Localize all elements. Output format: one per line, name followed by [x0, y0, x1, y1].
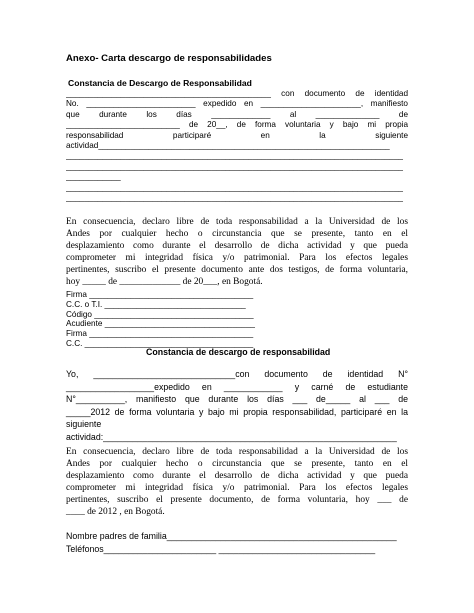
phones-field: Teléfonos_______________________ ________________________________: [66, 543, 376, 554]
section2-heading: Constancia de descargo de responsabilidad: [146, 347, 331, 357]
section2-line: actividad:____________________________________________________________: [66, 431, 397, 442]
paragraph-line: ____ de 2012 , en Bogotá.: [66, 507, 165, 517]
guardian-signature-field: Firma ____________________________________: [66, 329, 254, 339]
section1-heading: Constancia de Descargo de Responsabilidad: [68, 78, 252, 88]
section1-line: __________________________________________________________________________: [66, 192, 403, 202]
section2-line: __________________expedido en ____________ y carné de estudiante: [66, 381, 408, 392]
paragraph-line: En consecuencia, declaro libre de toda responsabilidad a la Universidad de los: [66, 217, 408, 227]
section2-fields: [66, 530, 397, 555]
paragraph-line: comprometer mi integridad física y/o patrimonial. Para los efectos legales: [66, 483, 408, 493]
section2-paragraph: [66, 446, 408, 518]
section1-line: ____________: [66, 172, 121, 182]
signature-field: Firma ____________________________________: [66, 290, 254, 299]
paragraph-line: pertinentes, suscribo el presente documento ante dos testigos, de forma voluntaria,: [66, 265, 408, 275]
section1-line: __________________________________________________________________________: [66, 151, 403, 161]
paragraph-line: Andes por cualquier hecho o circunstancia que se presente, tanto en el: [66, 229, 408, 239]
section1-line: responsabilidad participaré en la siguiente: [66, 130, 408, 140]
section1-line: No. ________________________ expedido en ______________________, manifiesto: [66, 99, 408, 109]
section2-line: siguiente: [66, 419, 102, 430]
section2-form-lines: [66, 368, 408, 444]
section1-line: _____________________________________________ con documento de identidad: [66, 89, 408, 98]
section1-form-lines: [66, 89, 408, 203]
document-title: Anexo- Carta descargo de responsabilidades: [66, 53, 272, 64]
paragraph-line: desplazamiento como durante el desarrollo de dicha actividad y que pueda: [66, 241, 408, 251]
section2-line: Yo, _____________________________con documento de identidad N°: [66, 369, 408, 379]
section1-paragraph: [66, 216, 408, 288]
section1-line: __________________________________________________________________________: [66, 182, 403, 192]
section2-line: N°__________, manifiesto que durante los días ___ de_____ al ___ de: [66, 394, 408, 405]
guardian-field: Acudiente _________________________________: [66, 319, 255, 329]
paragraph-line: pertinentes, suscribo el presente documento, de forma voluntaria, hoy ___ de: [66, 495, 408, 505]
paragraph-line: desplazamiento como durante el desarrollo de dicha actividad y que pueda: [66, 471, 408, 481]
paragraph-line: comprometer mi integridad física y/o patrimonial. Para los efectos legales: [66, 253, 408, 263]
section1-line: __________________________________________________________________________: [66, 161, 403, 171]
section1-line: que durante los días _____________ al ______________ de: [66, 109, 408, 119]
parents-name-field: Nombre padres de familia_______________________________________________: [66, 531, 397, 541]
section1-signature-fields: [66, 290, 255, 349]
section2-line: _____2012 de forma voluntaria y bajo mi propia responsabilidad, participaré en la: [66, 406, 408, 417]
code-field: Código ___________________________________: [66, 309, 254, 319]
section1-line: _________________________ de 20__, de forma voluntaria y bajo mi propia: [66, 120, 408, 130]
paragraph-line: hoy _____ de _____________ de 20___, en Bogotá.: [66, 277, 263, 287]
paragraph-line: En consecuencia, declaro libre de toda responsabilidad a la Universidad de los: [66, 447, 408, 457]
paragraph-line: Andes por cualquier hecho o circunstancia que se presente, tanto en el: [66, 459, 408, 469]
id-field: C.C. o T.I. _______________________________: [66, 299, 246, 309]
section1-line: actividad________________________________________________________________: [66, 140, 390, 150]
guardian-id-field: C.C. _____________________________________: [66, 338, 254, 348]
